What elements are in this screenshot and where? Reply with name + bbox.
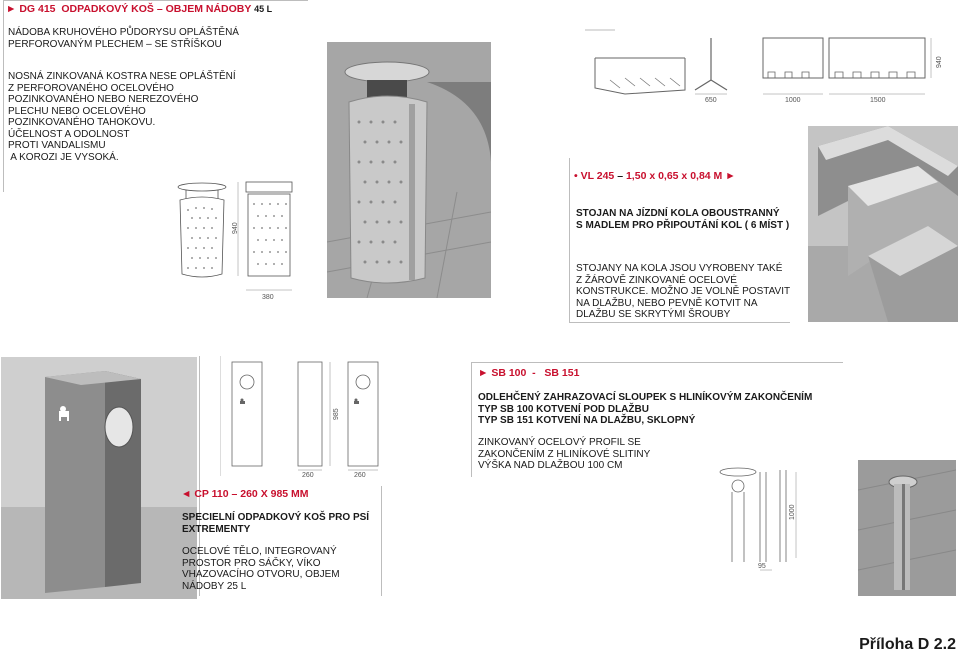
sb-dim-width: 95	[758, 563, 766, 570]
arrow-right-icon: ►	[478, 367, 489, 379]
dog-waste-bin-image	[1, 357, 197, 599]
dg415-dim-width: 380	[262, 294, 274, 301]
text-line: Z ŽÁROVĚ ZINKOVANÉ OCELOVÉ	[576, 274, 737, 286]
sb-header	[478, 367, 579, 379]
sb-title: SB 100 - SB 151	[491, 367, 580, 379]
text-line: S MADLEM PRO PŘIPOUTÁNÍ KOL ( 6 MÍST )	[576, 219, 790, 231]
arrow-right-icon: ►	[6, 3, 17, 15]
vl245-code: VL 245	[580, 170, 615, 182]
text-line: KONSTRUKCE. MOŽNO JE VOLNĚ POSTAVIT	[576, 286, 791, 297]
vl245-body	[576, 263, 790, 321]
vl245-dim-depth: 650	[705, 97, 717, 104]
cp110-header	[181, 488, 309, 500]
text-line: PERFOROVANÝM PLECHEM – SE STŘÍŠKOU	[8, 38, 222, 50]
cp110-dim-w1: 260	[302, 472, 314, 479]
cp110-dim-w2: 260	[354, 472, 366, 479]
text-line: STOJANY NA KOLA JSOU VYROBENY TAKÉ	[576, 263, 783, 274]
text-line: DLAŽBU SE SKRYTÝMI ŠROUBY	[576, 309, 731, 320]
vl245-dim-mid: 1000	[785, 97, 801, 104]
text-line: STOJAN NA JÍZDNÍ KOLA OBOUSTRANNÝ	[576, 208, 780, 219]
arrow-left-icon: ◄	[181, 488, 192, 500]
dg415-body	[8, 71, 236, 163]
divider	[381, 486, 382, 596]
cp110-code: CP 110 – 260 X 985 MM	[194, 488, 309, 500]
vl245-drawing	[585, 28, 955, 112]
bollard-image	[858, 460, 956, 596]
text-line: NOSNÁ ZINKOVANÁ KOSTRA NESE OPLÁŠTĚNÍ	[8, 71, 236, 82]
vl245-dim-height: 940	[936, 56, 943, 68]
dg415-dim-height: 940	[232, 222, 239, 234]
divider	[3, 0, 4, 192]
divider	[569, 158, 570, 323]
cp110-title	[182, 512, 369, 535]
dg415-header	[6, 3, 272, 15]
dg415-code: DG 415	[19, 3, 56, 15]
divider	[471, 362, 472, 477]
text-line: NA DLAŽBU, NEBO PEVNĚ KOTVIT NA	[576, 297, 758, 309]
text-line: Z PERFOROVANÉHO OCELOVÉHO	[8, 82, 174, 94]
cp110-photo	[1, 357, 197, 599]
text-line: ZINKOVANÝ OCELOVÝ PROFIL SE	[478, 437, 641, 448]
text-line: ÚČELNOST A ODOLNOST	[8, 128, 130, 140]
text-line: SPECIELNÍ ODPADKOVÝ KOŠ PRO PSÍ	[182, 512, 370, 523]
sb-photo	[858, 460, 956, 596]
sb-description	[478, 392, 812, 427]
cp110-body	[182, 546, 340, 592]
appendix-label: Příloha D 2.2	[859, 636, 956, 653]
dg415-title: ODPADKOVÝ KOŠ – OBJEM NÁDOBY	[61, 3, 252, 15]
text-line: VÝŠKA NAD DLAŽBOU 100 CM	[478, 460, 623, 471]
waste-bin-image	[327, 42, 491, 298]
dg415-photo	[327, 42, 491, 298]
text-line: PLECHU NEBO OCELOVÉHO	[8, 105, 146, 117]
bike-stand-image	[808, 126, 958, 322]
dg415-drawing	[170, 178, 300, 308]
cp110-drawing	[220, 356, 382, 480]
text-line: PROTI VANDALISMU	[8, 140, 106, 151]
text-line: ZAKONČENÍM Z HLINÍKOVÉ SLITINY	[478, 448, 651, 460]
text-line: VHAZOVACÍHO OTVORU, OBJEM	[182, 569, 340, 580]
dg415-volume: 45 L	[254, 4, 273, 14]
divider	[570, 322, 790, 323]
text-line: PROSTOR PRO SÁČKY, VÍKO	[182, 557, 321, 569]
vl245-dims: 1,50 x 0,65 x 0,84 M	[625, 170, 723, 182]
sb-dim-height: 1000	[789, 504, 796, 520]
divider	[471, 362, 843, 363]
vl245-title	[576, 208, 789, 231]
text-line: POZINKOVANÉHO TAHOKOVU.	[8, 117, 156, 128]
vl245-dim-length: 1500	[870, 97, 886, 104]
vl245-photo	[808, 126, 958, 322]
arrow-right-icon: ►	[725, 170, 736, 182]
text-line: TYP SB 151 KOTVENÍ NA DLAŽBU, SKLOPNÝ	[478, 415, 696, 426]
cp110-dim-height: 985	[333, 408, 340, 420]
sb-drawing	[712, 462, 812, 576]
text-line: POZINKOVANÉHO NEBO NEREZOVÉHO	[8, 94, 199, 105]
sb-body	[478, 437, 650, 472]
text-line: OCELOVÉ TĚLO, INTEGROVANÝ	[182, 546, 337, 557]
text-line: NÁDOBA KRUHOVÉHO PŮDORYSU OPLÁŠTĚNÁ	[8, 27, 239, 38]
text-line: NÁDOBY 25 L	[182, 580, 247, 592]
top-rule	[4, 0, 308, 1]
vl245-header: • VL 245 – 1,50 x 0,65 x 0,84 M ►	[574, 170, 736, 182]
text-line: ODLEHČENÝ ZAHRAZOVACÍ SLOUPEK S HLINÍKOVÝM ZAKONČENÍM	[478, 392, 813, 403]
dg415-description	[8, 27, 239, 50]
text-line: EXTREMENTY	[182, 523, 251, 535]
bullet-icon: •	[574, 170, 578, 182]
text-line: TYP SB 100 KOTVENÍ POD DLAŽBU	[478, 403, 649, 415]
text-line: A KOROZI JE VYSOKÁ.	[8, 151, 119, 163]
